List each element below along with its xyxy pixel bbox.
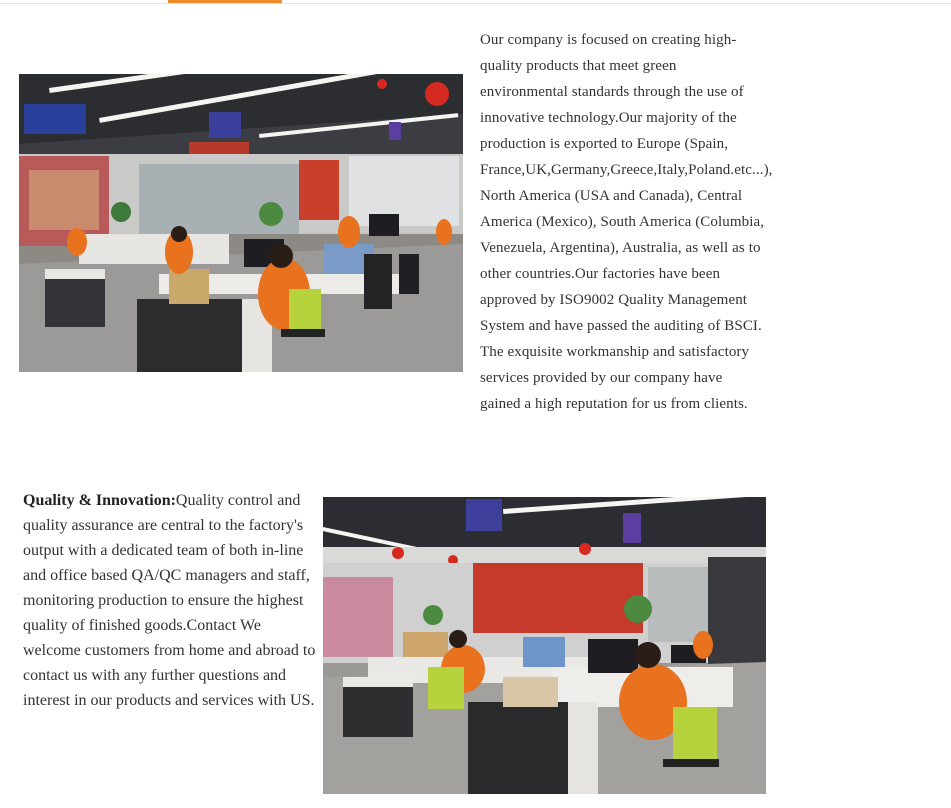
quality-innovation-paragraph — [23, 488, 319, 713]
office-photo-2 — [323, 497, 766, 794]
quality-heading: Quality & Innovation: — [23, 492, 176, 509]
quality-text: Quality control and quality assurance are central to the factory's output with a dedicated team of both in-line and office based QA/QC managers and staff, monitoring production to ensure the highest quality of finished goods.Contact We welcome customers from home and abroad to contact us with any further questions and interest in our products and services with US. — [23, 492, 316, 709]
active-tab-indicator — [168, 0, 282, 3]
company-intro-text: Our company is focused on creating high-quality products that meet green environmental standards through the use of innovative technology.Our majority of the production is exported to Europe (Spain, France,UK,Germany,Greece,Italy,Poland.etc...), North America (USA and Canada), Central America (Mexico), South America (Columbia, Venezuela, Argentina), Australia, as well as to other countries.Our factories have been approved by ISO9002 Quality Management System and have passed the auditing of BSCI. The exquisite workmanship and satisfactory services provided by our company have gained a high reputation for us from clients. — [480, 32, 773, 412]
office-photo-1 — [19, 74, 463, 372]
top-divider — [0, 0, 951, 4]
